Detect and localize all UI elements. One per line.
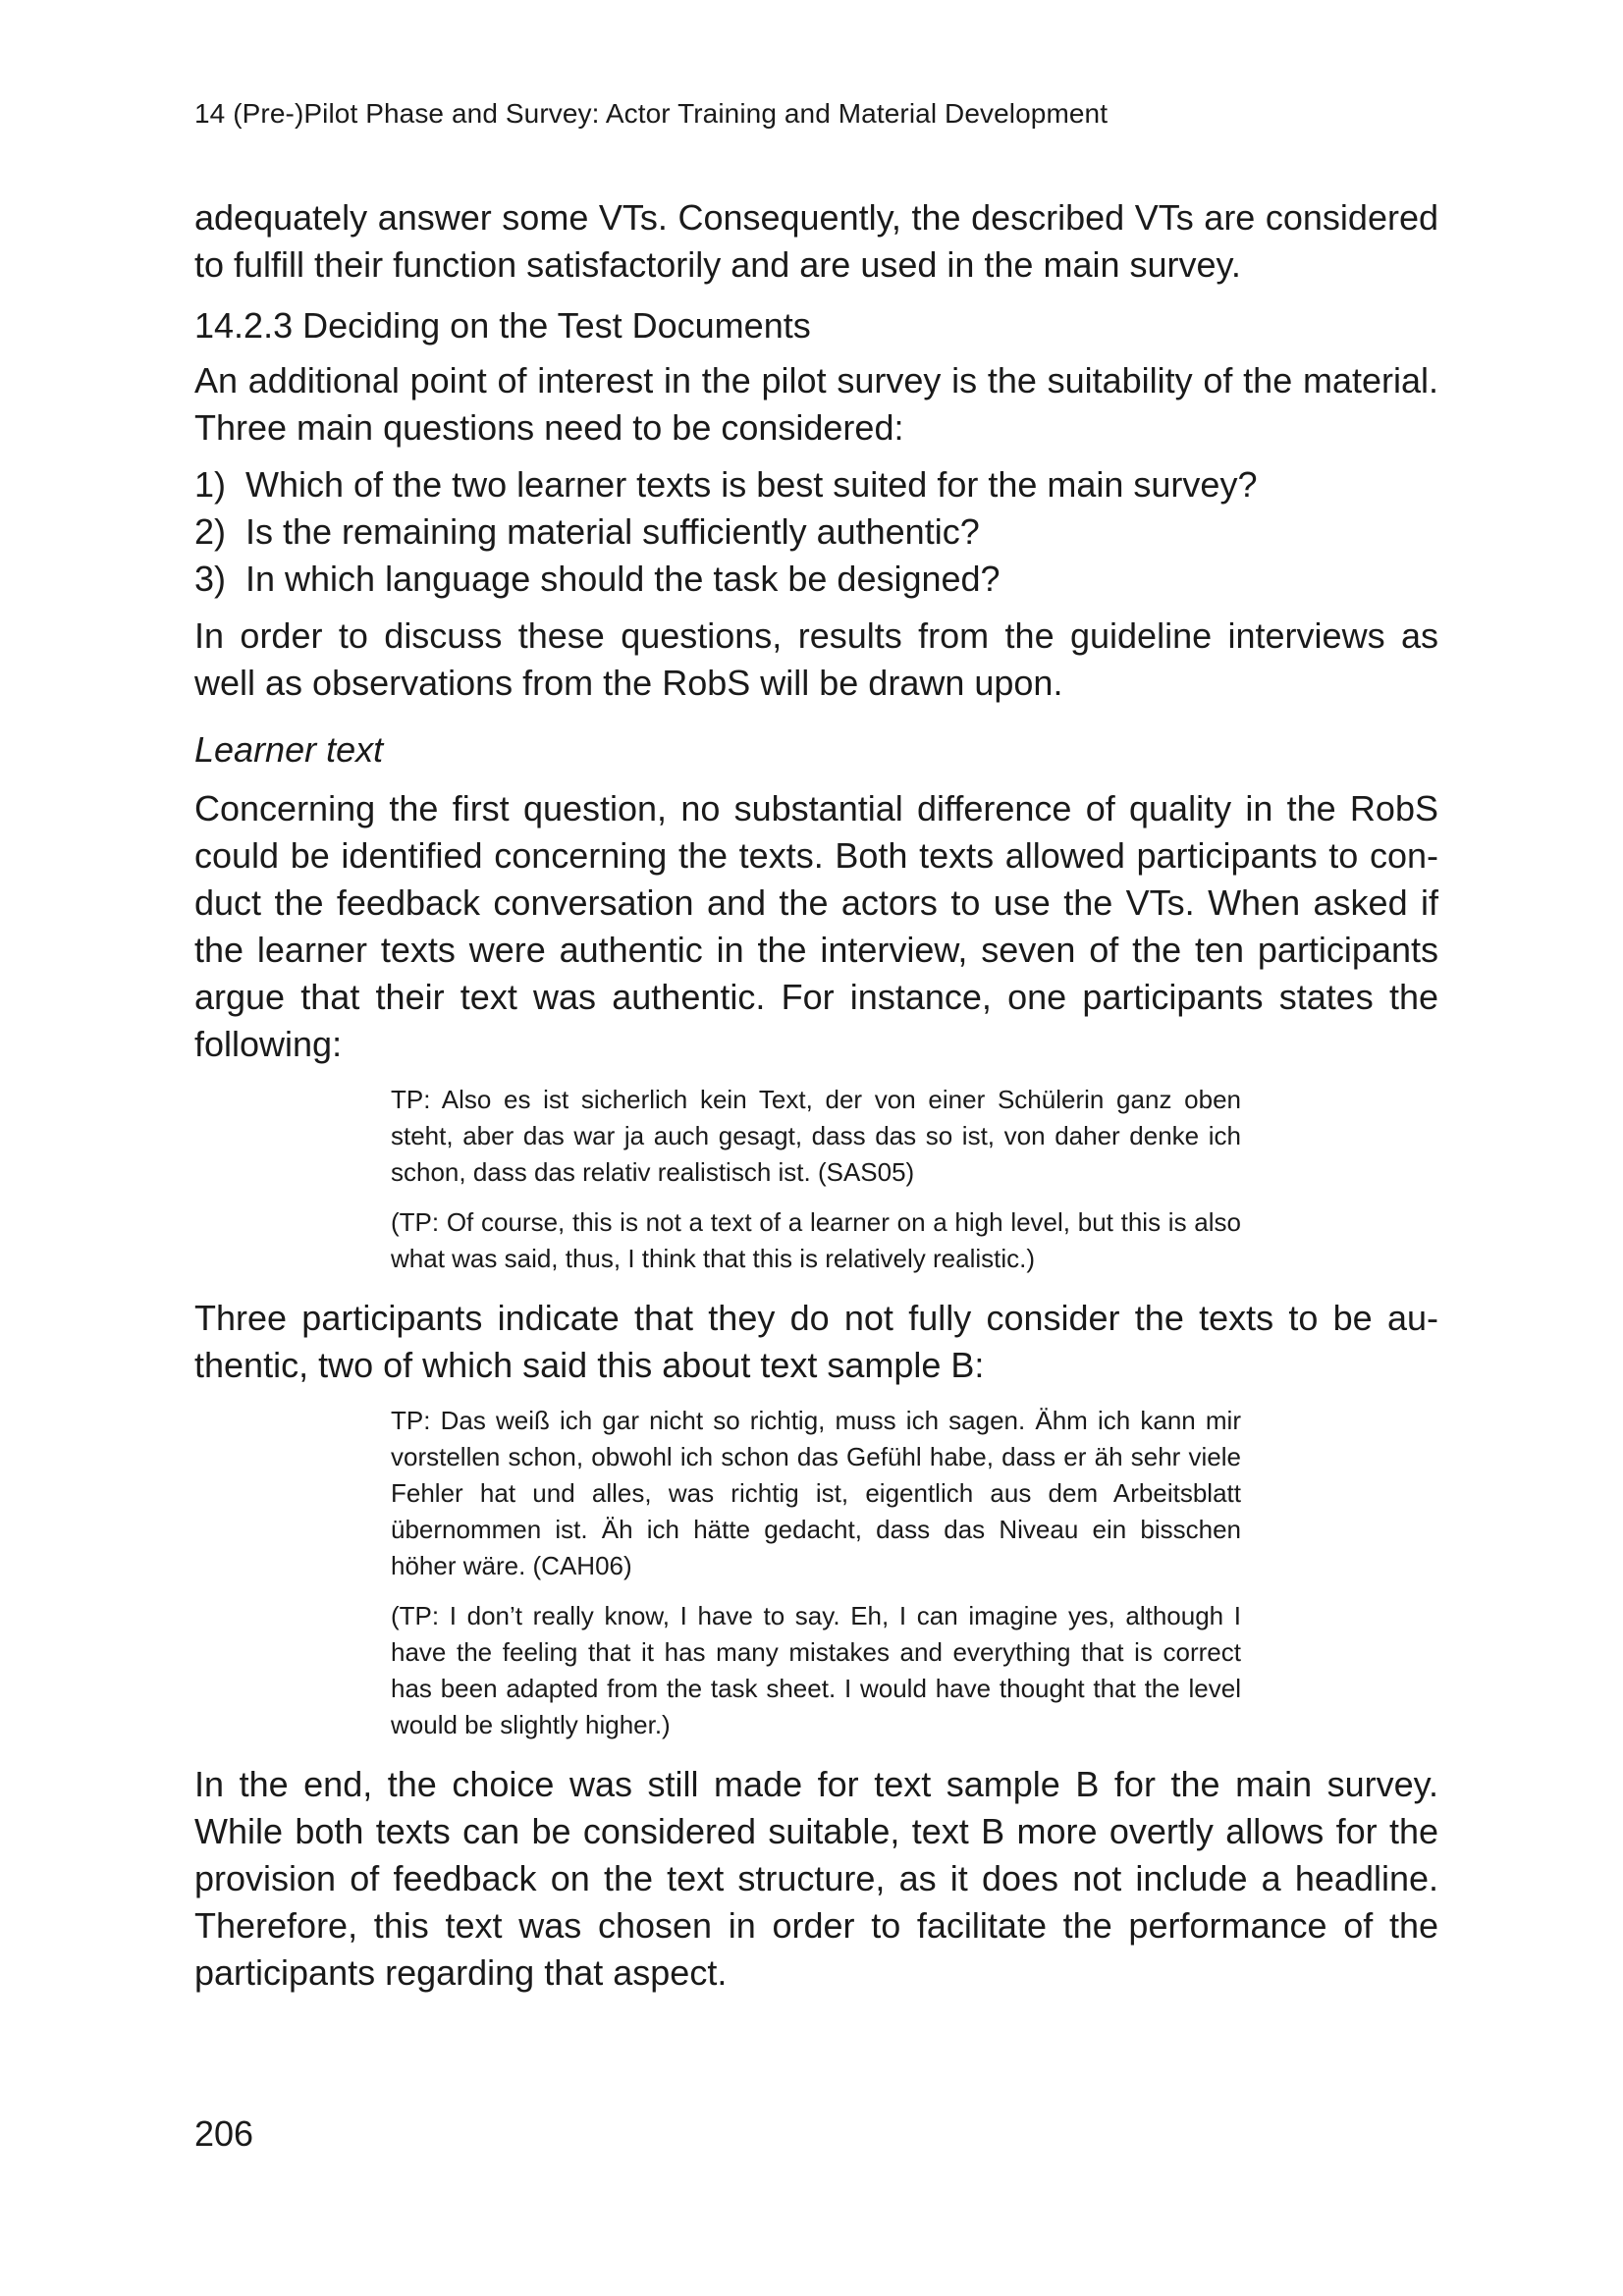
list-item <box>194 556 1438 603</box>
quote-english-translation: (TP: Of course, this is not a text of a learner on a high level, but this is also what was said, thus, I think that this is relatively realistic.) <box>391 1207 1241 1273</box>
section-heading: 14.2.3 Deciding on the Test Documents <box>194 305 811 346</box>
page-number: 206 <box>194 2113 254 2154</box>
paragraph-discussion-method: In order to discuss these questions, results from the guideline interviews as well as observations from the RobS will be drawn upon. <box>194 615 1438 703</box>
list-item-text: Which of the two learner texts is best suited for the main survey? <box>245 464 1258 505</box>
paragraph-final-choice: In the end, the choice was still made for text sample B for the main survey. While both texts can be considered suitable, text B more overtly allows for the provision of feedback on the text structure, as it does not include a headline. Therefore, this text was chosen in order to facilitate the performance of the participants regarding that aspect. <box>194 1764 1438 1993</box>
page-body <box>194 194 1438 1997</box>
quote-german: TP: Das weiß ich gar nicht so richtig, muss ich sagen. Ähm ich kann mir vorstellen schon, obwohl ich schon das Gefühl habe, dass er äh sehr viele Fehler hat und alles, was richtig ist, eigentlich aus dem Arbeitsblatt übernommen ist. Äh ich hätte gedacht, dass das Niveau ein bisschen höher wäre. (CAH06) <box>391 1406 1241 1580</box>
paragraph-authenticity-doubts: Three participants indicate that they do not fully consider the texts to be authentic, two of which said this about text sample B: <box>194 1298 1438 1385</box>
list-item-number: 2) <box>194 511 227 552</box>
paragraph-material-suitability: An additional point of interest in the pilot survey is the suitability of the material. Three main questions need to be considered: <box>194 360 1438 448</box>
running-header: 14 (Pre-)Pilot Phase and Survey: Actor Training and Material Development <box>194 98 1109 129</box>
quote-german: TP: Also es ist sicherlich kein Text, der von einer Schülerin ganz oben steht, aber das war ja auch gesagt, dass das so ist, von daher denke ich schon, dass das relativ realistisch ist. (SAS05) <box>391 1085 1241 1187</box>
interview-quote-2 <box>391 1403 1241 1743</box>
list-item-text: In which language should the task be designed? <box>245 559 1001 599</box>
interview-quote-1 <box>391 1082 1241 1277</box>
list-item-number: 3) <box>194 559 227 599</box>
list-item <box>194 508 1438 556</box>
list-item-text: Is the remaining material sufficiently authentic? <box>245 511 980 552</box>
quote-english-translation: (TP: I don’t really know, I have to say. Eh, I can imagine yes, although I have the feeling that it has many mistakes and everything that is correct has been adapted from the task sheet. I would have thought that the level would be slightly higher.) <box>391 1601 1241 1739</box>
list-item-number: 1) <box>194 464 227 505</box>
list-item <box>194 461 1438 508</box>
question-list <box>194 461 1438 603</box>
paragraph-vts-conclusion: adequately answer some VTs. Consequently, the described VTs are considered to fulfill their function satisfactorily and are used in the main survey. <box>194 197 1438 285</box>
paragraph-learner-text: Concerning the first question, no substantial difference of quality in the RobS could be identified concerning the texts. Both texts allowed participants to conduct the feedback conversation and the actors to use the VTs. When asked if the learner texts were authentic in the interview, seven of the ten participants argue that their text was authentic. For instance, one participants states the following: <box>194 788 1438 1064</box>
subheading-learner-text: Learner text <box>194 729 384 770</box>
